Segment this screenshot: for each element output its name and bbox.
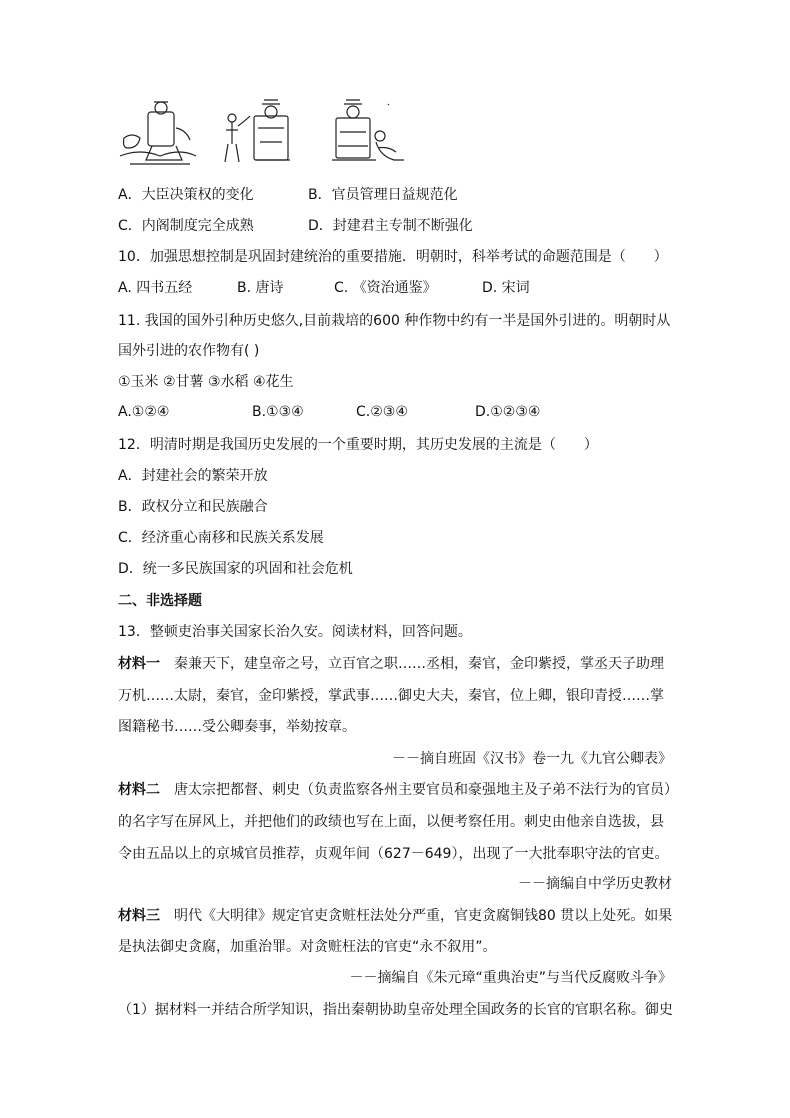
illustration-emperor-with-ministers	[118, 98, 198, 168]
q11-option-a: A.①②④	[118, 404, 170, 420]
material-1-label: 材料一	[118, 656, 160, 672]
q12-stem: 12．明清时期是我国历史发展的一个重要时期，其历史发展的主流是（ ）	[118, 437, 598, 453]
q13-stem: 13．整顿吏治事关国家长治久安。阅读材料，回答问题。	[118, 624, 472, 640]
material-2-text-1: 唐太宗把都督、刺史（负责监察各州主要官员和豪强地主及子弟不法行为的官员）	[160, 782, 678, 798]
q11-option-b: B.①③④	[252, 404, 304, 420]
q11-option-c: C.②③④	[356, 404, 408, 420]
material-3-line-2: 是执法御史贪腐，加重治罪。对贪赃枉法的官吏“永不叙用”。	[118, 939, 497, 955]
material-2-label: 材料二	[118, 782, 160, 798]
material-2-line-3: 令由五品以上的京城官员推荐，贞观年间（627－649），出现了一大批奉职守法的官吏。	[118, 846, 669, 862]
q11-stem-line-1: 11. 我国的国外引种历史悠久,目前栽培的600 种作物中约有一半是国外引进的。明朝时从	[118, 313, 671, 329]
material-1-source: －－摘自班固《汉书》卷一九《九官公卿表》	[392, 751, 672, 767]
q11-items: ①玉米 ②甘薯 ③水稻 ④花生	[118, 374, 294, 390]
material-3-line-1	[118, 906, 672, 926]
q9-illustrations	[118, 98, 418, 170]
q10-option-b: B. 唐诗	[237, 280, 284, 296]
q11-option-d: D.①②③④	[475, 404, 541, 420]
material-3-text-1: 明代《大明律》规定官吏贪赃枉法处分严重，官吏贪腐铜钱80 贯以上处死。如果	[160, 908, 673, 924]
material-2-line-2: 的名字写在屏风上，并把他们的政绩也写在上面，以便考察任用。刺史由他亲自选拔，县	[118, 814, 664, 830]
q9-option-a: A．大臣决策权的变化	[118, 187, 254, 203]
q10-stem: 10．加强思想控制是巩固封建统治的重要措施．明朝时，科举考试的命题范围是（ ）	[118, 249, 668, 265]
section-title-non-choice: 二、非选择题	[118, 593, 202, 609]
material-3-source: －－摘编自《朱元璋“重典治吏”与当代反腐败斗争》	[349, 970, 672, 986]
material-1-line-3: 图籍秘书……受公卿奏事，举劾按章。	[118, 719, 356, 735]
material-2-line-1	[118, 780, 678, 800]
q9-option-c: C．内阁制度完全成熟	[118, 218, 254, 234]
q10-option-d: D. 宋词	[482, 280, 530, 296]
q12-option-b: B．政权分立和民族融合	[118, 499, 268, 515]
illustration-emperor-on-throne	[218, 98, 298, 170]
q13-sub-question-1: （1）据材料一并结合所学知识，指出秦朝协助皇帝处理全国政务的长官的官职名称。御史	[118, 1002, 673, 1018]
material-1-line-1	[118, 654, 664, 674]
material-1-text-1: 秦兼天下，建皇帝之号，立百官之职……丞相，秦官，金印紫授，掌丞天子助理	[160, 656, 664, 672]
q10-option-a: A. 四书五经	[118, 280, 193, 296]
illustration-emperor-and-kneeling-official	[328, 98, 408, 170]
q9-option-b: B．官员管理日益规范化	[308, 187, 458, 203]
material-2-source: －－摘编自中学历史教材	[518, 876, 672, 892]
q12-option-d: D．统一多民族国家的巩固和社会危机	[118, 561, 353, 577]
q12-option-a: A．封建社会的繁荣开放	[118, 468, 268, 484]
q10-option-c: C. 《资治通鉴》	[334, 280, 437, 296]
material-3-label: 材料三	[118, 908, 160, 924]
q11-stem-line-2: 国外引进的农作物有( )	[118, 343, 260, 359]
q12-option-c: C．经济重心南移和民族关系发展	[118, 530, 324, 546]
material-1-line-2: 万机……太尉，秦官，金印紫授，掌武事……御史大夫，秦官，位上卿，银印青授……掌	[118, 688, 664, 704]
q9-option-d: D．封建君主专制不断强化	[308, 218, 473, 234]
